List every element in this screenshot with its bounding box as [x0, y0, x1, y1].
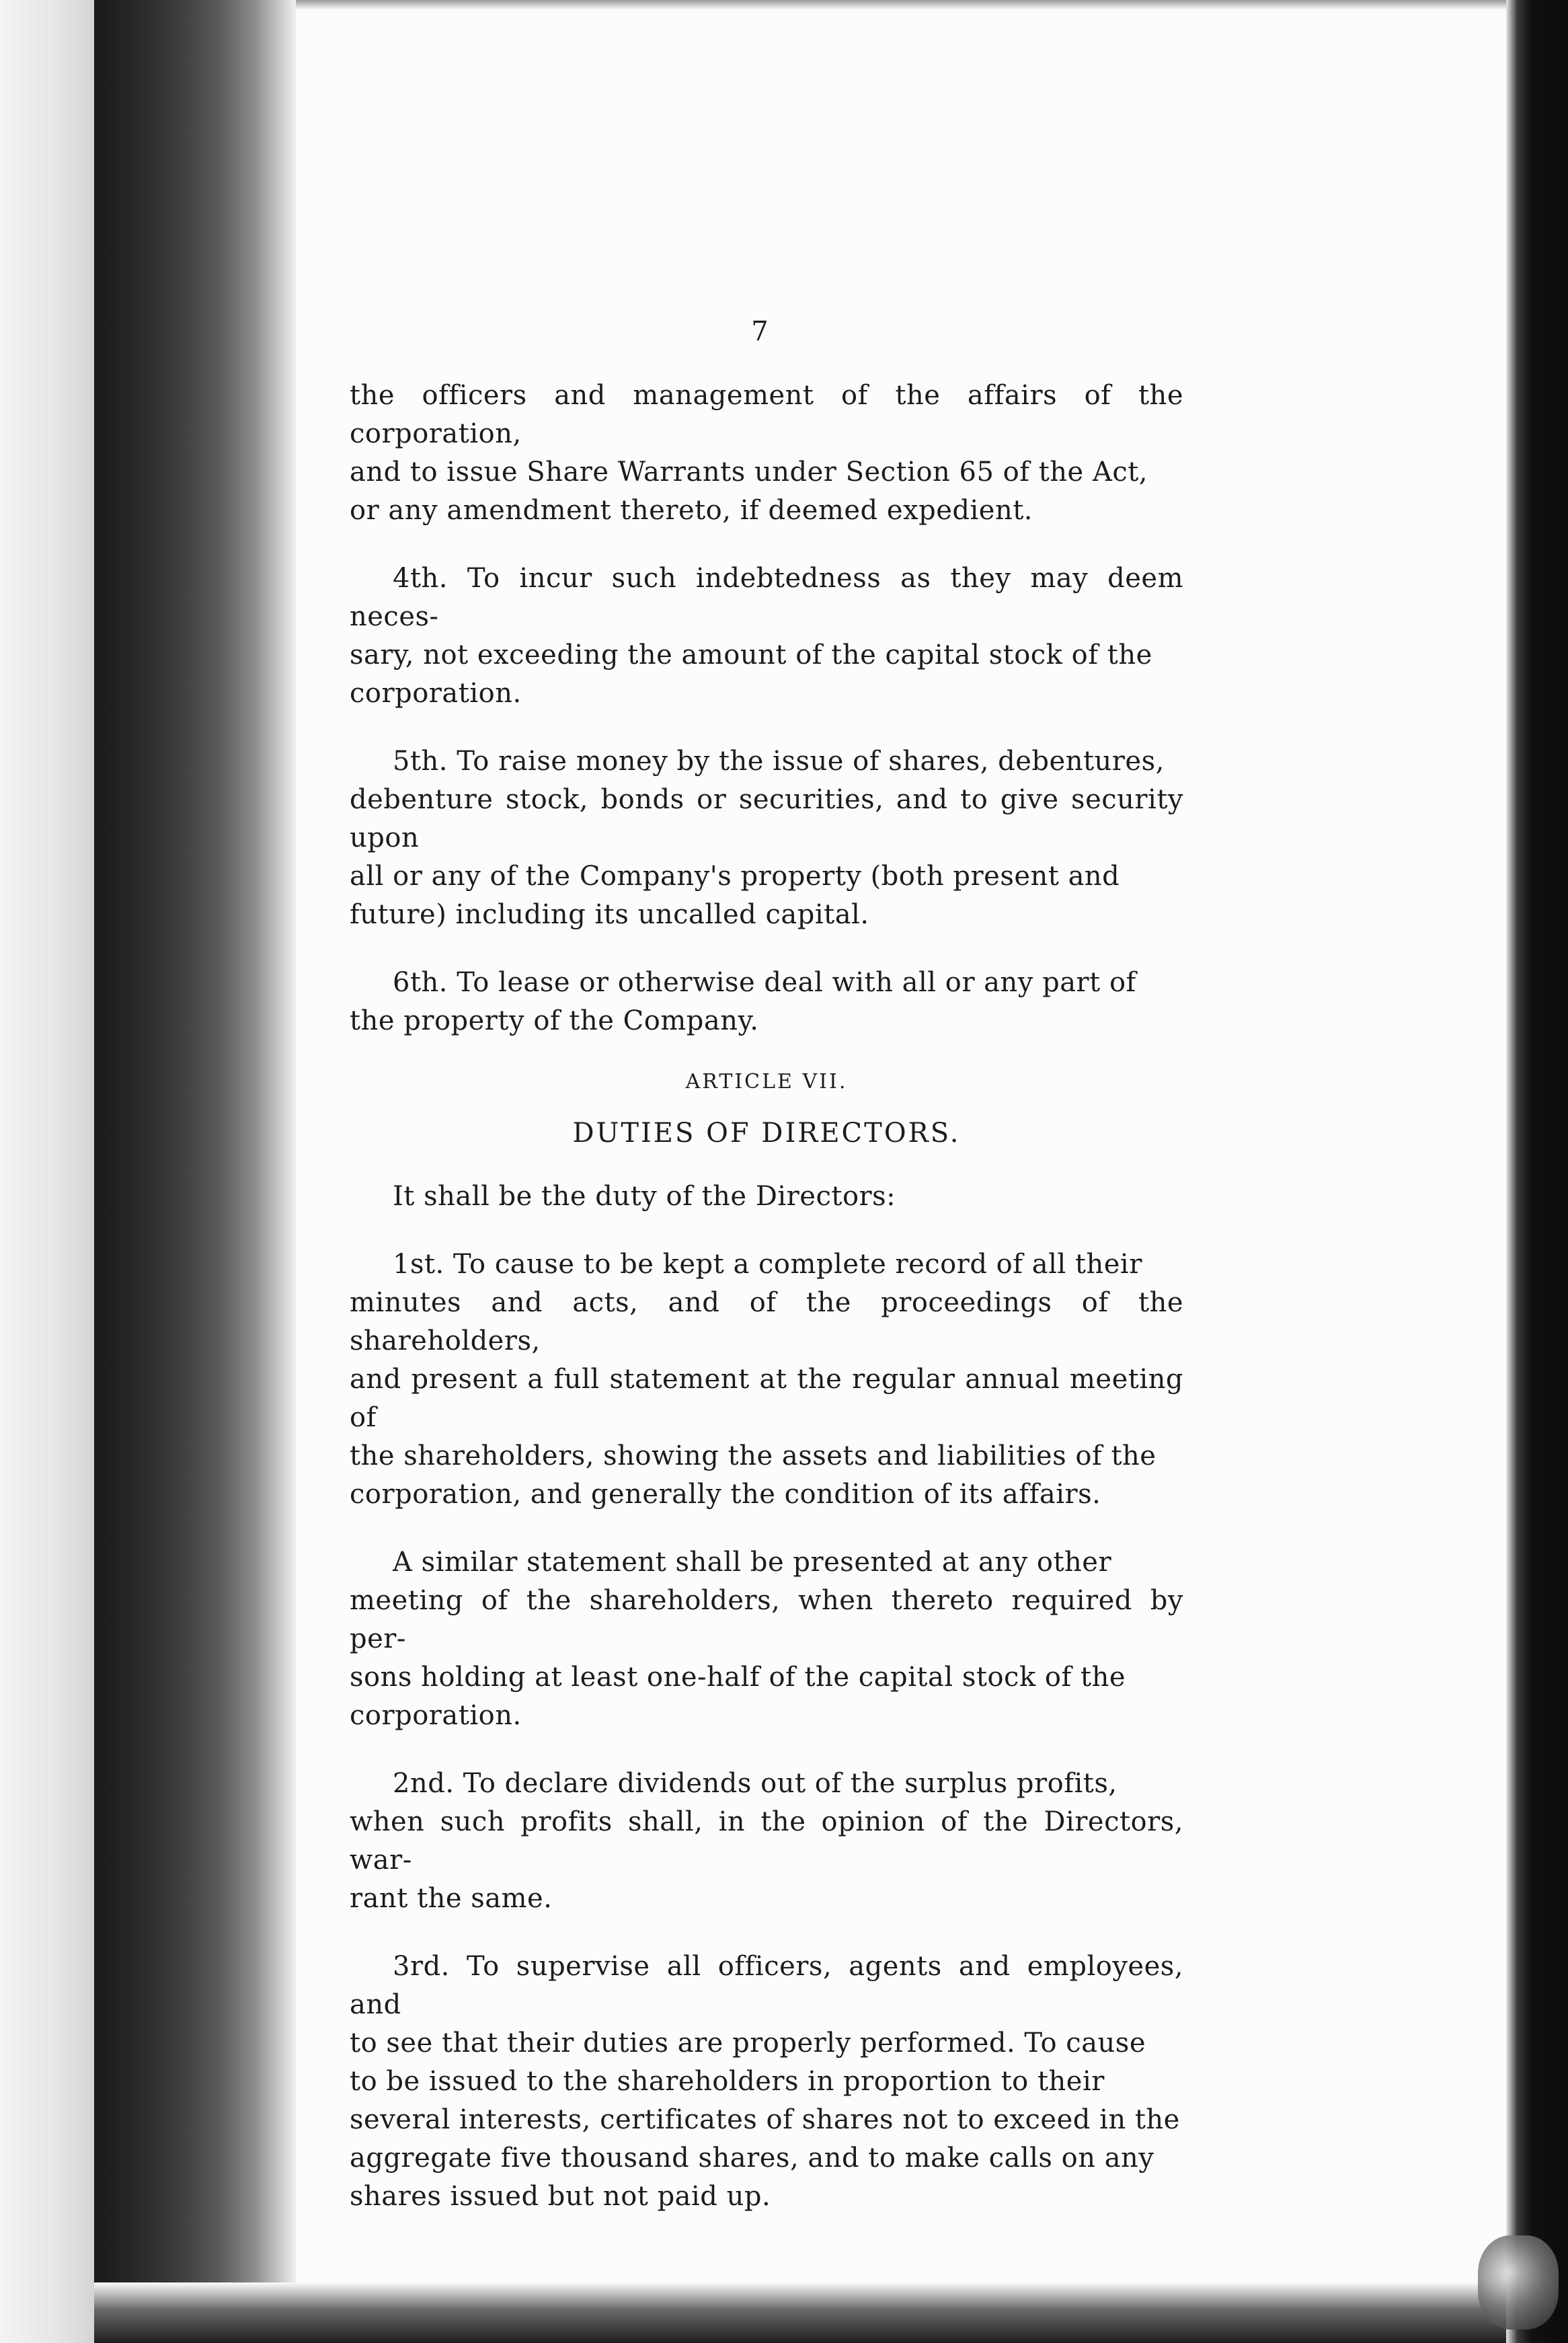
- text-line: 5th. To raise money by the issue of shares, debentures,: [393, 746, 1165, 777]
- document-body: [350, 377, 1183, 2216]
- text-line: the property of the Company.: [350, 1005, 759, 1036]
- article-label: ARTICLE VII.: [685, 1070, 848, 1093]
- text-line: minutes and acts, and of the proceedings of the shareholders,: [350, 1287, 1183, 1356]
- paragraph-similar-statement: [350, 1543, 1183, 1735]
- text-line: to see that their duties are properly performed. To cause: [350, 2028, 1146, 2059]
- text-line: 2nd. To declare dividends out of the surplus profits,: [393, 1768, 1118, 1799]
- text-line: and present a full statement at the regular annual meeting of: [350, 1364, 1183, 1433]
- text-line: A similar statement shall be presented at any other: [393, 1547, 1112, 1578]
- paragraph-duty-1st: [350, 1245, 1183, 1514]
- text-line: rant the same.: [350, 1883, 553, 1914]
- paragraph-duties-intro: [350, 1178, 1183, 1216]
- paragraph-5th: [350, 742, 1183, 934]
- page-number: 7: [751, 316, 769, 347]
- corner-blemish: [1478, 2235, 1559, 2330]
- paragraph-duty-2nd: [350, 1765, 1183, 1918]
- paragraph-continued: [350, 377, 1183, 530]
- bottom-page-edge: [94, 2282, 1506, 2343]
- text-line: corporation.: [350, 678, 522, 709]
- article-title: DUTIES OF DIRECTORS.: [572, 1118, 961, 1149]
- text-line: future) including its uncalled capital.: [350, 899, 869, 930]
- text-line: 6th. To lease or otherwise deal with all or any part of: [393, 967, 1136, 998]
- text-line: or any amendment thereto, if deemed expedient.: [350, 495, 1033, 526]
- text-line: sons holding at least one-half of the capital stock of the: [350, 1662, 1126, 1693]
- text-line: 3rd. To supervise all officers, agents and employees, and: [350, 1951, 1183, 2020]
- text-line: the shareholders, showing the assets and liabilities of the: [350, 1441, 1157, 1471]
- book-binding-shadow: [94, 0, 296, 2343]
- text-line: all or any of the Company's property (both present and: [350, 861, 1120, 892]
- top-page-edge: [296, 0, 1506, 9]
- text-line: meeting of the shareholders, when thereto required by per-: [350, 1585, 1183, 1654]
- text-line: corporation, and generally the condition of its affairs.: [350, 1479, 1101, 1510]
- text-line: and to issue Share Warrants under Section 65 of the Act,: [350, 457, 1148, 488]
- text-line: It shall be the duty of the Directors:: [393, 1181, 896, 1212]
- left-margin: [0, 0, 94, 2343]
- text-line: shares issued but not paid up.: [350, 2181, 771, 2212]
- right-page-edge: [1506, 0, 1568, 2343]
- paragraph-duty-3rd: [350, 1948, 1183, 2216]
- text-line: when such profits shall, in the opinion of the Directors, war-: [350, 1806, 1183, 1876]
- text-line: debenture stock, bonds or securities, and to give security upon: [350, 784, 1183, 853]
- text-line: sary, not exceeding the amount of the capital stock of the: [350, 640, 1152, 670]
- text-line: corporation.: [350, 1700, 522, 1731]
- text-line: several interests, certificates of shares not to exceed in the: [350, 2104, 1180, 2135]
- text-line: to be issued to the shareholders in proportion to their: [350, 2066, 1105, 2097]
- text-line: aggregate five thousand shares, and to make calls on any: [350, 2143, 1154, 2174]
- text-line: 4th. To incur such indebtedness as they may deem neces-: [350, 563, 1183, 632]
- paragraph-6th: [350, 964, 1183, 1040]
- text-line: 1st. To cause to be kept a complete record of all their: [393, 1249, 1142, 1280]
- paragraph-4th: [350, 560, 1183, 713]
- text-line: the officers and management of the affairs of the corporation,: [350, 380, 1183, 449]
